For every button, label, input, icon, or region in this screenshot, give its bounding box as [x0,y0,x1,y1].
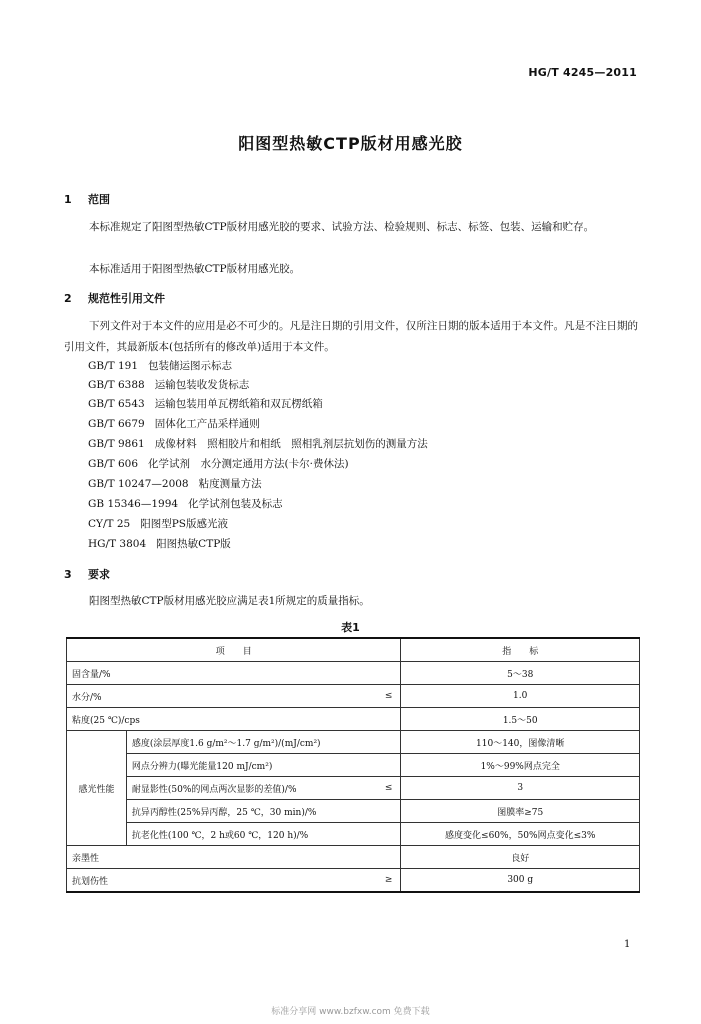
row-item [126,800,401,823]
reference-item [88,516,228,531]
reference-code: GB/T 6388 [88,379,145,391]
reference-title: 运输包装用单瓦楞纸箱和双瓦楞纸箱 [154,398,323,410]
row-item-text: 抗划伤性 [72,876,109,887]
reference-item [88,536,231,551]
table-row [67,846,640,869]
table-header-row [67,638,640,662]
row-item-text: 固含量/% [72,669,111,680]
row-spec: 5～38 [401,662,640,685]
reference-item [88,476,262,491]
reference-code: CY/T 25 [88,518,131,530]
row-symbol: ≥ [384,875,393,885]
group-label: 感光性能 [67,731,127,846]
reference-code: GB/T 6543 [88,398,145,410]
row-item-text: 粘度(25 ℃)/cps [72,715,140,726]
section-number: 2 [64,292,72,305]
row-spec: 感度变化≤60%，50%网点变化≤3% [401,823,640,846]
row-item-text: 水分/% [72,692,102,703]
row-symbol: ≤ [384,783,393,793]
reference-item [88,416,260,431]
table-row [67,754,640,777]
row-item-text: 耐显影性(50%的网点两次显影的差值)/% [131,784,297,795]
table-row [67,800,640,823]
row-item [126,754,401,777]
section-title: 要求 [88,568,110,581]
row-spec: 图膜率≥75 [401,800,640,823]
row-item-text: 网点分辨力(曝光能量120 mJ/cm²) [131,761,273,772]
watermark-text: 标准分享网 www.bzfxw.com 免费下载 [271,1007,430,1017]
reference-item [88,496,283,511]
section-1-paragraph-2: 本标准适用于阳图型热敏CTP版材用感光胶。 [89,263,301,275]
document-title: 阳图型热敏CTP版材用感光胶 [238,134,463,153]
row-spec: 1.5～50 [401,708,640,731]
row-item [67,869,401,893]
header-item: 项 目 [67,638,401,662]
section-title: 范围 [88,193,110,206]
table-row [67,708,640,731]
row-symbol: ≤ [384,691,393,701]
reference-title: 固体化工产品采样通则 [154,418,260,430]
section-1-paragraph-1: 本标准规定了阳图型热敏CTP版材用感光胶的要求、试验方法、检验规则、标志、标签、包装、运输和贮存。 [89,221,595,233]
reference-item [88,377,249,392]
reference-title: 粘度测量方法 [198,478,262,490]
reference-code: GB/T 10247—2008 [88,478,189,490]
row-item [67,662,401,685]
reference-code: GB/T 9861 [88,438,145,450]
reference-title: 阳图热敏CTP版 [156,538,231,550]
table-row [67,662,640,685]
row-item-text: 感度(涂层厚度1.6 g/m²～1.7 g/m²)/(mJ/cm²) [131,738,321,749]
row-item [67,846,401,869]
reference-item [88,396,323,411]
section-number: 3 [64,568,72,581]
table-row [67,823,640,846]
section-2-paragraph-1: 下列文件对于本文件的应用是必不可少的。凡是注日期的引用文件，仅所注日期的版本适用于本文件。凡是不注日期的引用文件，其最新版本(包括所有的修改单)适用于本文件。 [64,320,638,353]
row-spec: 1%～99%网点完全 [401,754,640,777]
standard-number: HG/T 4245—2011 [528,66,637,79]
quality-spec-table [66,637,640,893]
row-item [126,731,401,754]
row-item-text: 抗异丙醇性(25%异丙醇，25 ℃，30 min)/% [131,807,317,818]
row-item-text: 亲墨性 [72,853,100,864]
reference-code: GB 15346—1994 [88,498,179,510]
section-1-heading [64,191,110,207]
table-caption: 表1 [341,621,360,634]
header-spec: 指 标 [401,638,640,662]
row-item-text: 抗老化性(100 ℃，2 h或60 ℃，120 h)/% [131,830,309,841]
reference-item [88,456,349,471]
table-row [67,731,640,754]
reference-title: 成像材料 照相胶片和相纸 照相乳剂层抗划伤的测量方法 [154,438,428,450]
reference-item [88,436,428,451]
reference-code: GB/T 6679 [88,418,145,430]
row-spec: 110～140，图像清晰 [401,731,640,754]
section-3-paragraph-1: 阳图型热敏CTP版材用感光胶应满足表1所规定的质量指标。 [89,595,370,607]
table-row [67,685,640,708]
row-spec: 1.0 [401,685,640,708]
section-number: 1 [64,193,72,206]
row-item [126,823,401,846]
row-item [67,708,401,731]
row-spec: 良好 [401,846,640,869]
reference-code: GB/T 606 [88,458,139,470]
row-item [67,685,401,708]
page-number: 1 [624,939,631,950]
reference-title: 化学试剂 水分测定通用方法(卡尔·费休法) [148,458,349,470]
reference-code: GB/T 191 [88,360,139,372]
reference-title: 化学试剂包装及标志 [188,498,283,510]
reference-title: 包装储运图示标志 [148,360,233,372]
row-spec: 3 [401,777,640,800]
reference-title: 阳图型PS版感光液 [140,518,228,530]
reference-item [88,358,232,373]
section-title: 规范性引用文件 [88,292,165,305]
row-item [126,777,401,800]
section-3-heading [64,566,110,582]
reference-code: HG/T 3804 [88,538,147,550]
table-row [67,777,640,800]
reference-title: 运输包装收发货标志 [154,379,250,391]
row-spec: 300 g [401,869,640,893]
section-2-heading [64,290,165,306]
table-row [67,869,640,893]
